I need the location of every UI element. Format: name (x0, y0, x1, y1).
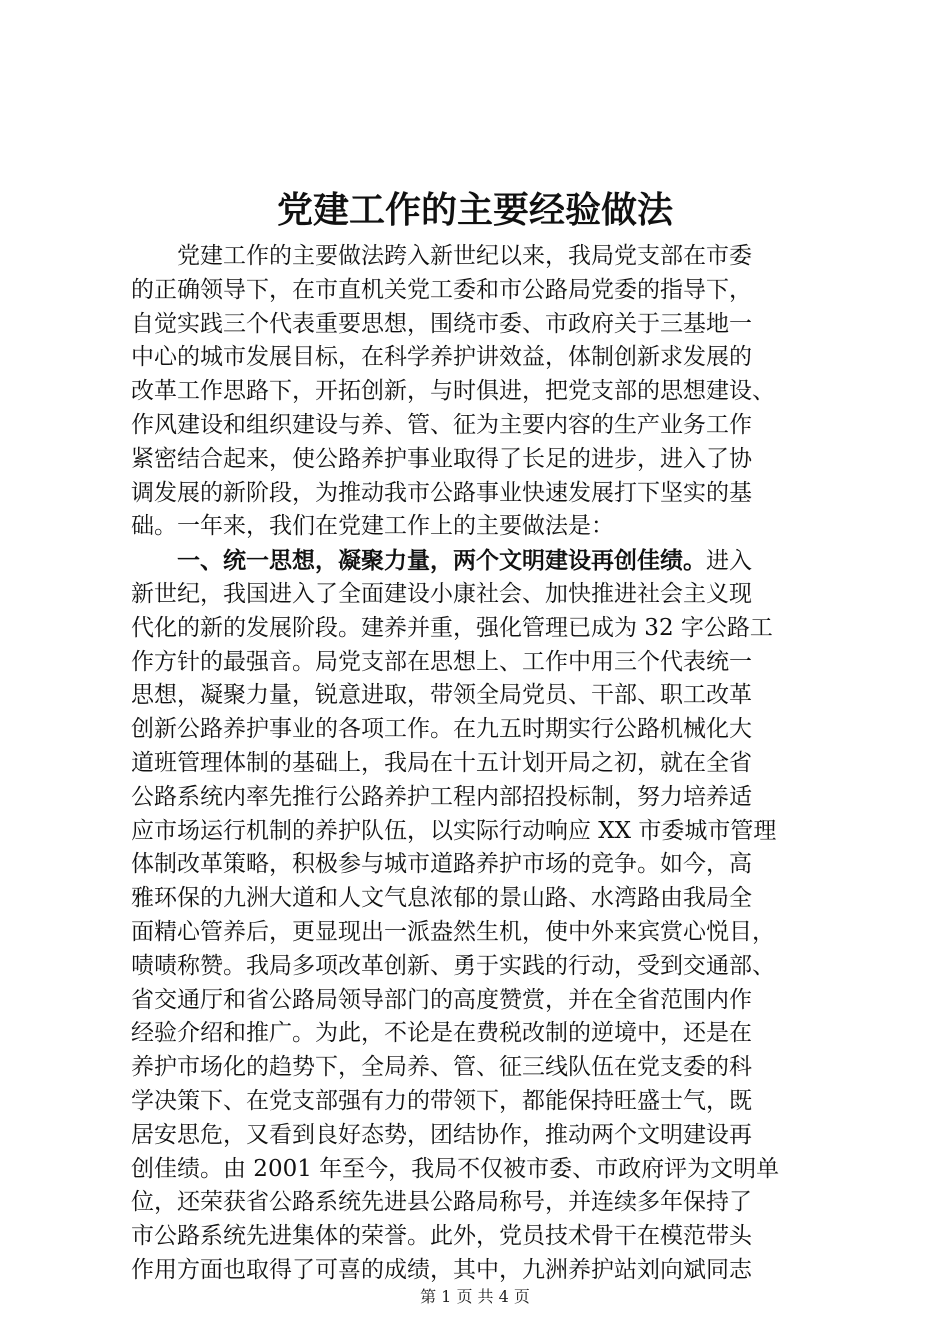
paragraph-line: 中心的城市发展目标，在科学养护讲效益，体制创新求发展的 (131, 344, 752, 371)
paragraph-line: 改革工作思路下，开拓创新，与时俱进，把党支部的思想建设、 (131, 378, 775, 405)
paragraph-line: 自觉实践三个代表重要思想，围绕市委、市政府关于三基地一 (131, 310, 752, 337)
paragraph-line: 啧啧称赞。我局多项改革创新、勇于实践的行动，受到交通部、 (131, 952, 775, 979)
paragraph-line: 调发展的新阶段，为推动我市公路事业快速发展打下坚实的基 (131, 479, 752, 506)
paragraph-line: 省交通厅和省公路局领导部门的高度赞赏，并在全省范围内作 (131, 986, 752, 1013)
paragraph-line: 的正确领导下，在市直机关党工委和市公路局党委的指导下， (131, 276, 752, 303)
paragraph-line: 应市场运行机制的养护队伍，以实际行动响应 XX 市委城市管理 (131, 817, 777, 844)
paragraph-line: 面精心管养后，更显现出一派盎然生机，使中外来宾赏心悦目， (131, 918, 775, 945)
section-heading-tail: 进入 (706, 548, 752, 575)
paragraph-line: 创新公路养护事业的各项工作。在九五时期实行公路机械化大 (131, 716, 752, 743)
paragraph-line: 经验介绍和推广。为此，不论是在费税改制的逆境中，还是在 (131, 1020, 752, 1047)
section-heading: 一、统一思想，凝聚力量，两个文明建设再创佳绩。 (177, 547, 706, 575)
paragraph-line: 位，还荣获省公路系统先进县公路局称号，并连续多年保持了 (131, 1189, 752, 1216)
paragraph-line: 雅环保的九洲大道和人文气息浓郁的景山路、水湾路由我局全 (131, 885, 752, 912)
paragraph-line: 础。一年来，我们在党建工作上的主要做法是： (131, 513, 614, 540)
document-title: 党建工作的主要经验做法 (276, 189, 673, 231)
paragraph-line: 作风建设和组织建设与养、管、征为主要内容的生产业务工作 (131, 411, 752, 438)
document-body (131, 240, 833, 1288)
page-footer: 第 1 页 共 4 页 (420, 1287, 530, 1306)
paragraph-line: 新世纪，我国进入了全面建设小康社会、加快推进社会主义现 (131, 580, 752, 607)
paragraph-line: 代化的新的发展阶段。建养并重，强化管理已成为 32 字公路工 (131, 614, 773, 641)
paragraph-line: 居安思危，又看到良好态势，团结协作，推动两个文明建设再 (131, 1121, 752, 1148)
paragraph-line: 创佳绩。由 2001 年至今，我局不仅被市委、市政府评为文明单 (131, 1155, 780, 1182)
paragraph-line: 思想，凝聚力量，锐意进取，带领全局党员、干部、职工改革 (131, 682, 752, 709)
paragraph-line: 市公路系统先进集体的荣誉。此外，党员技术骨干在模范带头 (131, 1223, 752, 1250)
paragraph-line: 作用方面也取得了可喜的成绩，其中，九洲养护站刘向斌同志 (131, 1256, 752, 1283)
paragraph-line: 养护市场化的趋势下，全局养、管、征三线队伍在党支委的科 (131, 1054, 752, 1081)
paragraph-line: 紧密结合起来，使公路养护事业取得了长足的进步，进入了协 (131, 445, 752, 472)
paragraph-line: 公路系统内率先推行公路养护工程内部招投标制，努力培养适 (131, 783, 752, 810)
section-heading-line (131, 544, 833, 578)
paragraph-line: 学决策下、在党支部强有力的带领下，都能保持旺盛士气，既 (131, 1087, 752, 1114)
paragraph-line: 党建工作的主要做法跨入新世纪以来，我局党支部在市委 (177, 243, 752, 269)
paragraph-line: 体制改革策略，积极参与城市道路养护市场的竞争。如今，高 (131, 851, 752, 878)
paragraph-line: 作方针的最强音。局党支部在思想上、工作中用三个代表统一 (131, 648, 752, 675)
paragraph-line: 道班管理体制的基础上，我局在十五计划开局之初，就在全省 (131, 749, 752, 776)
